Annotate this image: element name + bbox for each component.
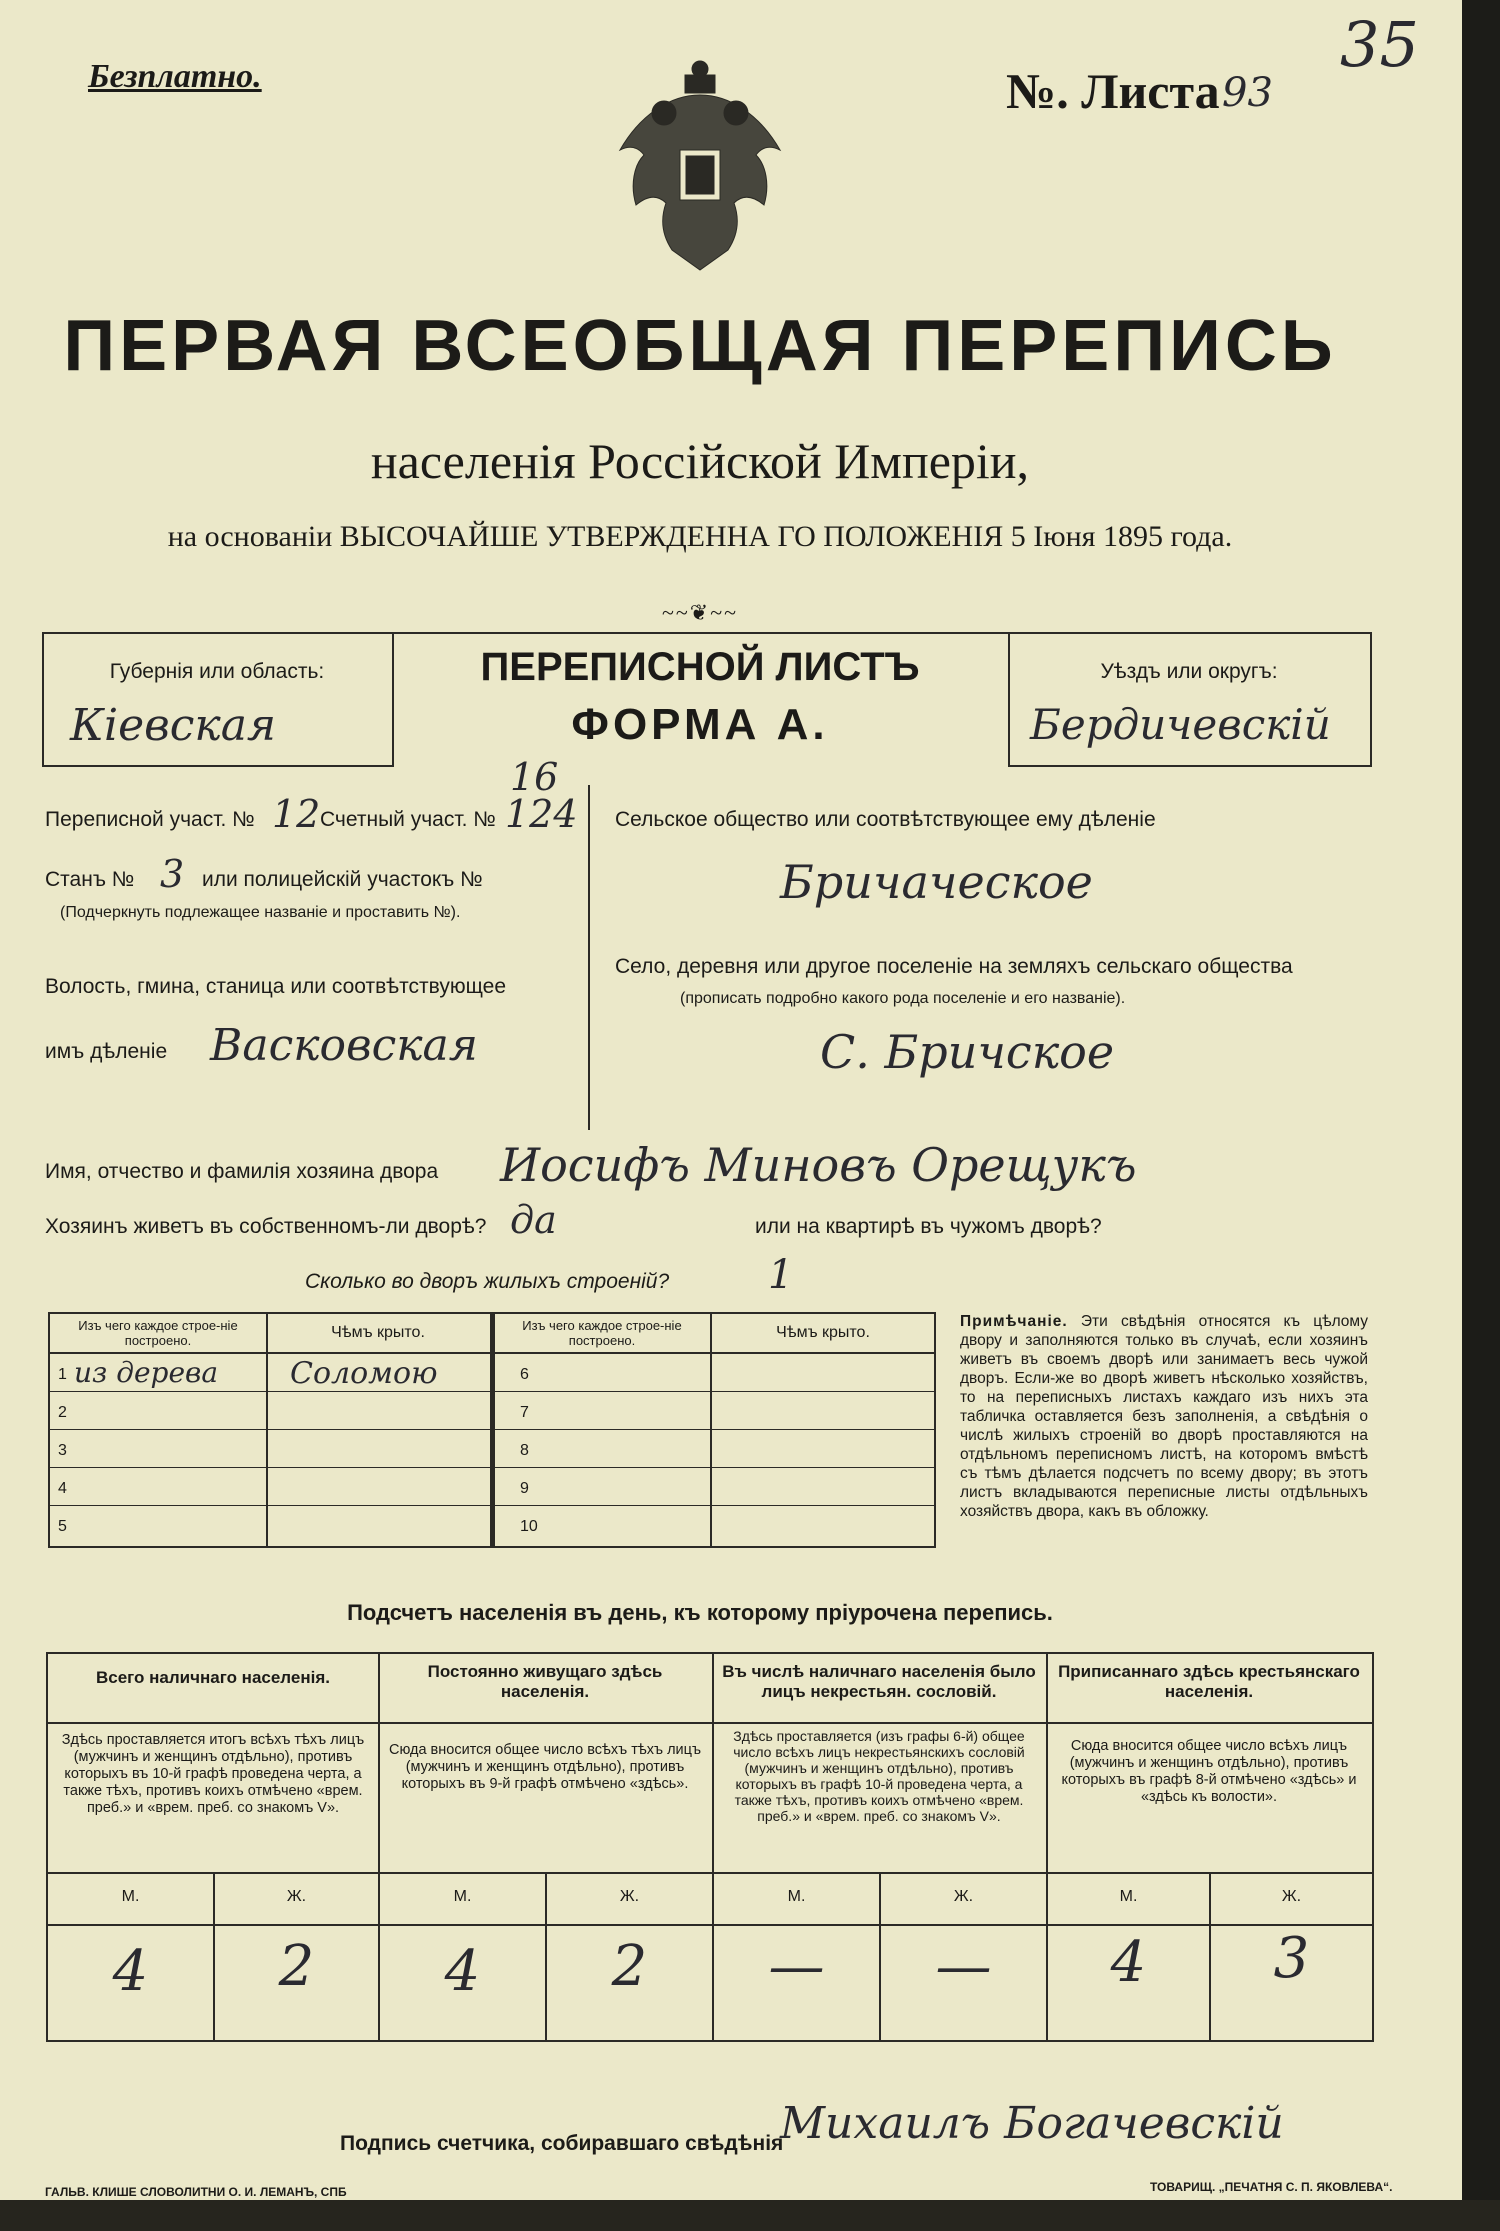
signature-label: Подпись счетчика, собиравшаго свѣдѣнія <box>340 2132 784 2155</box>
pop-col1-female: 2 <box>278 1934 315 1999</box>
table-row-number: 4 <box>58 1480 67 1497</box>
form-title-line2: ФОРМА А. <box>571 700 829 749</box>
buildings-rows <box>50 1354 934 1546</box>
basis-line: на основаніи ВЫСОЧАЙШЕ УТВЕРЖДЕННА ГО ПОЛОЖЕНІЯ 5 Іюня 1895 года. <box>167 520 1233 553</box>
pop-col3-desc: Здѣсь проставляется (изъ графы 6-й) общее число всѣхъ лицъ некрестьянскихъ сословій (мужчинъ и женщинъ отдѣльно), противъ которыхъ въ графѣ 10-й проведена черта, а также тѣхъ, противъ коихъ отмѣчено «врем. преб.» и «врем. преб. со знакомъ V». <box>733 1728 1025 1824</box>
female-label: Ж. <box>286 1888 307 1905</box>
stan-label: Станъ № <box>45 868 135 891</box>
note-block <box>960 1312 1368 1521</box>
pop-col1-title: Всего наличнаго населенія. <box>96 1668 330 1687</box>
free-label: Безплатно. <box>88 58 262 95</box>
section-label: Переписной участ. № <box>45 808 255 831</box>
section-value: 12 <box>272 792 321 836</box>
male-label: М. <box>453 1888 472 1905</box>
pop-col2-male: 4 <box>444 1939 481 2004</box>
table-row-number: 2 <box>58 1404 67 1421</box>
owner-label: Имя, отчество и фамилія хозяина двора <box>45 1160 439 1183</box>
note-heading: Примѣчаніе. <box>960 1313 1068 1330</box>
ornament: ~~❦~~ <box>661 600 739 625</box>
pop-col1-male: 4 <box>112 1939 149 2004</box>
province-label: Губернія или область: <box>109 660 325 683</box>
table-row-number: 7 <box>520 1404 529 1421</box>
counting-value-above: 16 <box>510 755 559 799</box>
male-label: М. <box>121 1888 140 1905</box>
table-cell-roof: Соломою <box>290 1356 438 1391</box>
table-row-number: 8 <box>520 1442 529 1459</box>
buildings-table <box>48 1312 936 1548</box>
note-text: Эти свѣдѣнія относятся къ цѣлому двору и заполняются только въ случаѣ, если хозяинъ живетъ въ своемъ дворѣ или занимаетъ весь чужой дворъ. Если-же во дворѣ живетъ нѣсколько хозяйствъ, то на переписныхъ листахъ каждаго изъ нихъ эта табличка оставляется безъ заполненія, а свѣдѣнія о числѣ жилыхъ строеній во дворѣ проставляются на отдѣльномъ переписномъ листѣ, на которомъ вмѣстѣ съ тѣмъ дѣлается подсчетъ по всему двору; въ этотъ листъ вкладываются переписные листы отдѣльныхъ хозяйствъ двора, какъ въ обложку. <box>960 1313 1368 1520</box>
province-value: Кіевская <box>70 700 277 751</box>
scan-edge-bottom <box>0 2200 1500 2231</box>
pop-col4-female: 3 <box>1273 1926 1310 1991</box>
community-label: Сельское общество или соотвѣтствующее ему дѣленіе <box>615 808 1156 831</box>
counting-value: 124 <box>505 792 578 836</box>
pop-col4-desc: Сюда вносится общее число всѣхъ лицъ (мужчинъ и женщинъ отдѣльно), противъ которыхъ въ графѣ 8-й отмѣчено «здѣсь» и «здѣсь къ волости». <box>1061 1738 1357 1805</box>
table-row-number: 3 <box>58 1442 67 1459</box>
scan-edge-right <box>1462 0 1500 2231</box>
police-note: (Подчеркнуть подлежащее названіе и проставить №). <box>60 904 461 921</box>
police-label: или полицейскій участокъ № <box>202 868 483 891</box>
volost-label-2: имъ дѣленіе <box>45 1040 168 1063</box>
rent-label: или на квартирѣ въ чужомъ дворѣ? <box>755 1215 1102 1238</box>
female-label: Ж. <box>953 1888 974 1905</box>
col-material-left: Изъ чего каждое строе-ніе построено. <box>78 1318 238 1348</box>
coat-of-arms-icon <box>600 55 800 285</box>
pop-col2-desc: Сюда вносится общее число всѣхъ тѣхъ лицъ (мужчинъ и женщинъ отдѣльно), противъ которыхъ въ 9-й графѣ отмѣчено «здѣсь». <box>388 1742 702 1792</box>
male-label: М. <box>787 1888 806 1905</box>
pop-col4-male: 4 <box>1110 1930 1147 1995</box>
pop-col4-title: Приписаннаго здѣсь крестьянскаго населенія. <box>1058 1662 1360 1701</box>
table-row-number: 5 <box>58 1518 67 1535</box>
own-yard-value: да <box>510 1198 557 1242</box>
district-value: Бердичевскій <box>1030 700 1331 749</box>
district-label: Уѣздъ или округъ: <box>1100 660 1278 683</box>
stan-value: 3 <box>160 852 185 896</box>
pop-col1-desc: Здѣсь проставляется итогъ всѣхъ тѣхъ лицъ (мужчинъ и женщинъ отдѣльно), противъ которыхъ въ 10-й графѣ проведена черта, а также тѣхъ, противъ коихъ отмѣчено «врем. преб.» и «врем. преб. со знакомъ V». <box>61 1732 365 1816</box>
pop-col3-title: Въ числѣ наличнаго населенія было лицъ некрестьян. сословій. <box>722 1662 1036 1701</box>
table-row-number: 9 <box>520 1480 529 1497</box>
village-label: Село, деревня или другое поселеніе на земляхъ сельскаго общества <box>615 955 1293 978</box>
male-label: М. <box>1119 1888 1138 1905</box>
buildings-label: Сколько во дворъ жилыхъ строеній? <box>305 1270 670 1293</box>
pop-col2-female: 2 <box>611 1934 648 1999</box>
owner-value: Иосифъ Миновъ Орещукъ <box>500 1138 1137 1192</box>
signature-value: Михаилъ Богачевскій <box>780 2098 1284 2149</box>
table-row-number: 1 <box>58 1366 67 1383</box>
buildings-value: 1 <box>768 1252 794 1298</box>
pop-col3-male: — <box>768 1934 825 1999</box>
female-label: Ж. <box>619 1888 640 1905</box>
female-label: Ж. <box>1281 1888 1302 1905</box>
printer-left: ГАЛЬВ. КЛИШЕ СЛОВОЛИТНИ О. И. ЛЕМАНЪ, СПБ <box>45 2185 347 2199</box>
form-title-line1: ПЕРЕПИСНОЙ ЛИСТЪ <box>480 645 920 689</box>
corner-number: 35 <box>1340 8 1419 81</box>
village-value: С. Бричское <box>820 1025 1115 1079</box>
volost-value: Васковская <box>210 1020 478 1071</box>
pop-col3-female: — <box>935 1934 992 1999</box>
printer-right: ТОВАРИЩ. „ПЕЧАТНЯ С. П. ЯКОВЛЕВА“. <box>1150 2180 1393 2194</box>
col-roof-right: Чѣмъ крыто. <box>776 1324 870 1341</box>
col-roof-left: Чѣмъ крыто. <box>331 1324 425 1341</box>
population-table <box>46 1652 1374 2042</box>
table-cell-material: из дерева <box>74 1356 219 1389</box>
sheet-number-value: 93 <box>1222 70 1273 116</box>
own-yard-label: Хозяинъ живетъ въ собственномъ-ли дворѣ? <box>45 1215 487 1238</box>
pop-col2-title: Постоянно живущаго здѣсь населенія. <box>427 1662 663 1701</box>
col-material-right: Изъ чего каждое строе-ніе построено. <box>522 1318 682 1348</box>
community-value: Бричаческое <box>780 855 1093 909</box>
table-row-number: 10 <box>520 1518 538 1535</box>
table-row-number: 6 <box>520 1366 529 1383</box>
subtitle: населенія Россійской Имперіи, <box>370 433 1030 489</box>
village-note: (прописать подробно какого рода поселеніе и его названіе). <box>680 990 1126 1007</box>
sheet-number-label: №. Листа <box>1006 63 1220 119</box>
counting-label: Счетный участ. № <box>320 808 496 831</box>
page-title: ПЕРВАЯ ВСЕОБЩАЯ ПЕРЕПИСЬ <box>63 306 1337 386</box>
population-heading: Подсчетъ населенія въ день, къ которому пріурочена перепись. <box>347 1600 1053 1625</box>
volost-label: Волость, гмина, станица или соотвѣтствующее <box>45 975 506 998</box>
